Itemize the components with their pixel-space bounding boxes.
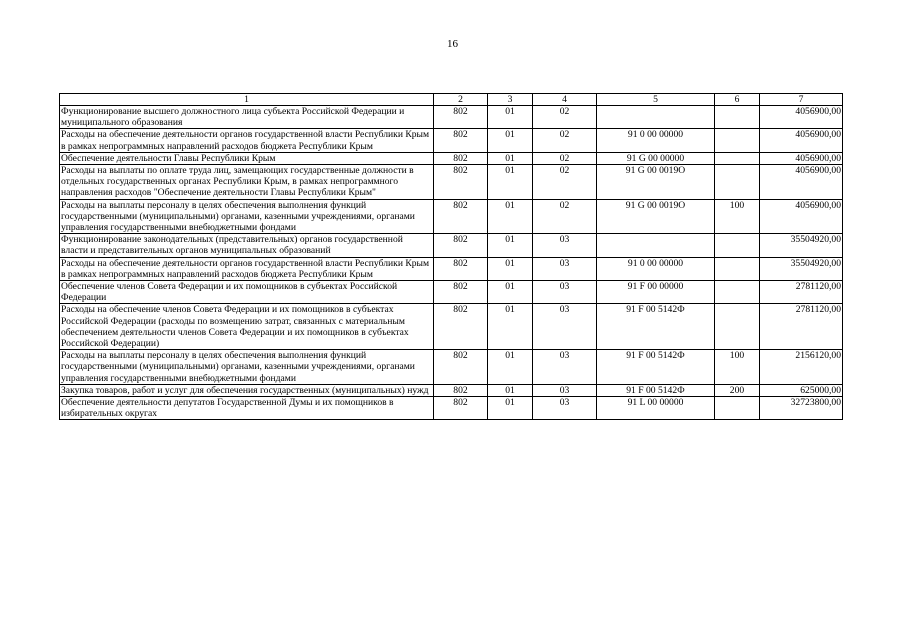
row-name-cell: Обеспечение деятельности Главы Республики Крым (60, 152, 434, 164)
row-name-cell: Расходы на выплаты персоналу в целях обеспечения выполнения функций государственными (муниципальными) органами, казенными учреждениями, органами управления государственными внебюджетными фондами (60, 199, 434, 234)
header-cell: 6 (715, 94, 760, 106)
admin-code-cell: 802 (434, 384, 488, 396)
amount-cell: 2781120,00 (760, 281, 843, 304)
row-name-cell: Расходы на обеспечение деятельности органов государственной власти Республики Крым в рамках непрограммных направлений расходов бюджета Республики Крым (60, 257, 434, 280)
admin-code-cell: 802 (434, 165, 488, 200)
admin-code-cell: 802 (434, 106, 488, 129)
admin-code-cell: 802 (434, 234, 488, 257)
header-cell: 2 (434, 94, 488, 106)
expense-type-cell (715, 234, 760, 257)
header-cell: 7 (760, 94, 843, 106)
subsection-code-cell: 02 (533, 199, 597, 234)
row-name-cell: Расходы на выплаты персоналу в целях обеспечения выполнения функций государственными (муниципальными) органами, казенными учреждениями, органами управления государственными внебюджетными фондами (60, 350, 434, 385)
amount-cell: 4056900,00 (760, 106, 843, 129)
section-code-cell: 01 (488, 350, 533, 385)
amount-cell: 4056900,00 (760, 199, 843, 234)
expense-type-cell (715, 106, 760, 129)
section-code-cell: 01 (488, 384, 533, 396)
table-row (60, 165, 843, 200)
table-row (60, 257, 843, 280)
subsection-code-cell: 03 (533, 384, 597, 396)
subsection-code-cell: 02 (533, 152, 597, 164)
target-code-cell: 91 F 00 5142Ф (597, 304, 715, 350)
table-row (60, 199, 843, 234)
admin-code-cell: 802 (434, 199, 488, 234)
target-code-cell: 91 G 00 00000 (597, 152, 715, 164)
amount-cell: 625000,00 (760, 384, 843, 396)
table-row (60, 234, 843, 257)
header-row (60, 94, 843, 106)
row-name-cell: Функционирование высшего должностного лица субъекта Российской Федерации и муниципального образования (60, 106, 434, 129)
target-code-cell (597, 106, 715, 129)
row-name-cell: Обеспечение деятельности депутатов Государственной Думы и их помощников в избирательных округах (60, 397, 434, 420)
target-code-cell (597, 234, 715, 257)
subsection-code-cell: 03 (533, 350, 597, 385)
section-code-cell: 01 (488, 129, 533, 152)
admin-code-cell: 802 (434, 350, 488, 385)
section-code-cell: 01 (488, 152, 533, 164)
section-code-cell: 01 (488, 304, 533, 350)
table-row (60, 350, 843, 385)
row-name-cell: Обеспечение членов Совета Федерации и их помощников в субъектах Российской Федерации (60, 281, 434, 304)
amount-cell: 32723800,00 (760, 397, 843, 420)
row-name-cell: Расходы на выплаты по оплате труда лиц, замещающих государственные должности в отдельных государственных органах Республики Крым, в рамках непрограммного направления расходов "Обеспечение деятельности Главы Республики Крым" (60, 165, 434, 200)
section-code-cell: 01 (488, 281, 533, 304)
subsection-code-cell: 03 (533, 304, 597, 350)
admin-code-cell: 802 (434, 304, 488, 350)
amount-cell: 4056900,00 (760, 152, 843, 164)
expense-type-cell (715, 397, 760, 420)
amount-cell: 4056900,00 (760, 165, 843, 200)
table-row (60, 304, 843, 350)
expense-type-cell (715, 129, 760, 152)
target-code-cell: 91 0 00 00000 (597, 257, 715, 280)
section-code-cell: 01 (488, 199, 533, 234)
budget-table (59, 93, 843, 420)
subsection-code-cell: 02 (533, 165, 597, 200)
expense-type-cell: 100 (715, 350, 760, 385)
target-code-cell: 91 F 00 00000 (597, 281, 715, 304)
amount-cell: 4056900,00 (760, 129, 843, 152)
table-row (60, 281, 843, 304)
admin-code-cell: 802 (434, 281, 488, 304)
expense-type-cell: 100 (715, 199, 760, 234)
row-name-cell: Расходы на обеспечение деятельности органов государственной власти Республики Крым в рамках непрограммных направлений расходов бюджета Республики Крым (60, 129, 434, 152)
section-code-cell: 01 (488, 257, 533, 280)
amount-cell: 35504920,00 (760, 234, 843, 257)
row-name-cell: Функционирование законодательных (представительных) органов государственной власти и представительных органов муниципальных образований (60, 234, 434, 257)
amount-cell: 2781120,00 (760, 304, 843, 350)
expense-type-cell (715, 304, 760, 350)
section-code-cell: 01 (488, 165, 533, 200)
expense-type-cell (715, 257, 760, 280)
table-row (60, 106, 843, 129)
expense-type-cell (715, 165, 760, 200)
table-row (60, 129, 843, 152)
header-cell: 4 (533, 94, 597, 106)
target-code-cell: 91 L 00 00000 (597, 397, 715, 420)
section-code-cell: 01 (488, 106, 533, 129)
subsection-code-cell: 02 (533, 106, 597, 129)
table-row (60, 397, 843, 420)
admin-code-cell: 802 (434, 152, 488, 164)
admin-code-cell: 802 (434, 257, 488, 280)
target-code-cell: 91 F 00 5142Ф (597, 350, 715, 385)
target-code-cell: 91 G 00 0019О (597, 199, 715, 234)
subsection-code-cell: 03 (533, 234, 597, 257)
target-code-cell: 91 G 00 0019О (597, 165, 715, 200)
amount-cell: 2156120,00 (760, 350, 843, 385)
table-row (60, 152, 843, 164)
section-code-cell: 01 (488, 397, 533, 420)
expense-type-cell (715, 281, 760, 304)
page-number: 16 (447, 38, 458, 50)
expense-type-cell: 200 (715, 384, 760, 396)
subsection-code-cell: 03 (533, 281, 597, 304)
target-code-cell: 91 F 00 5142Ф (597, 384, 715, 396)
amount-cell: 35504920,00 (760, 257, 843, 280)
admin-code-cell: 802 (434, 129, 488, 152)
target-code-cell: 91 0 00 00000 (597, 129, 715, 152)
row-name-cell: Закупка товаров, работ и услуг для обеспечения государственных (муниципальных) нужд (60, 384, 434, 396)
expense-type-cell (715, 152, 760, 164)
subsection-code-cell: 03 (533, 257, 597, 280)
header-cell: 5 (597, 94, 715, 106)
subsection-code-cell: 03 (533, 397, 597, 420)
admin-code-cell: 802 (434, 397, 488, 420)
header-cell: 1 (60, 94, 434, 106)
table-row (60, 384, 843, 396)
section-code-cell: 01 (488, 234, 533, 257)
row-name-cell: Расходы на обеспечение членов Совета Федерации и их помощников в субъектах Российской Федерации (расходы по возмещению затрат, связанных с материальным обеспечением деятельности членов Совета Федерации и их помощников в субъектах Российской Федерации) (60, 304, 434, 350)
subsection-code-cell: 02 (533, 129, 597, 152)
header-cell: 3 (488, 94, 533, 106)
